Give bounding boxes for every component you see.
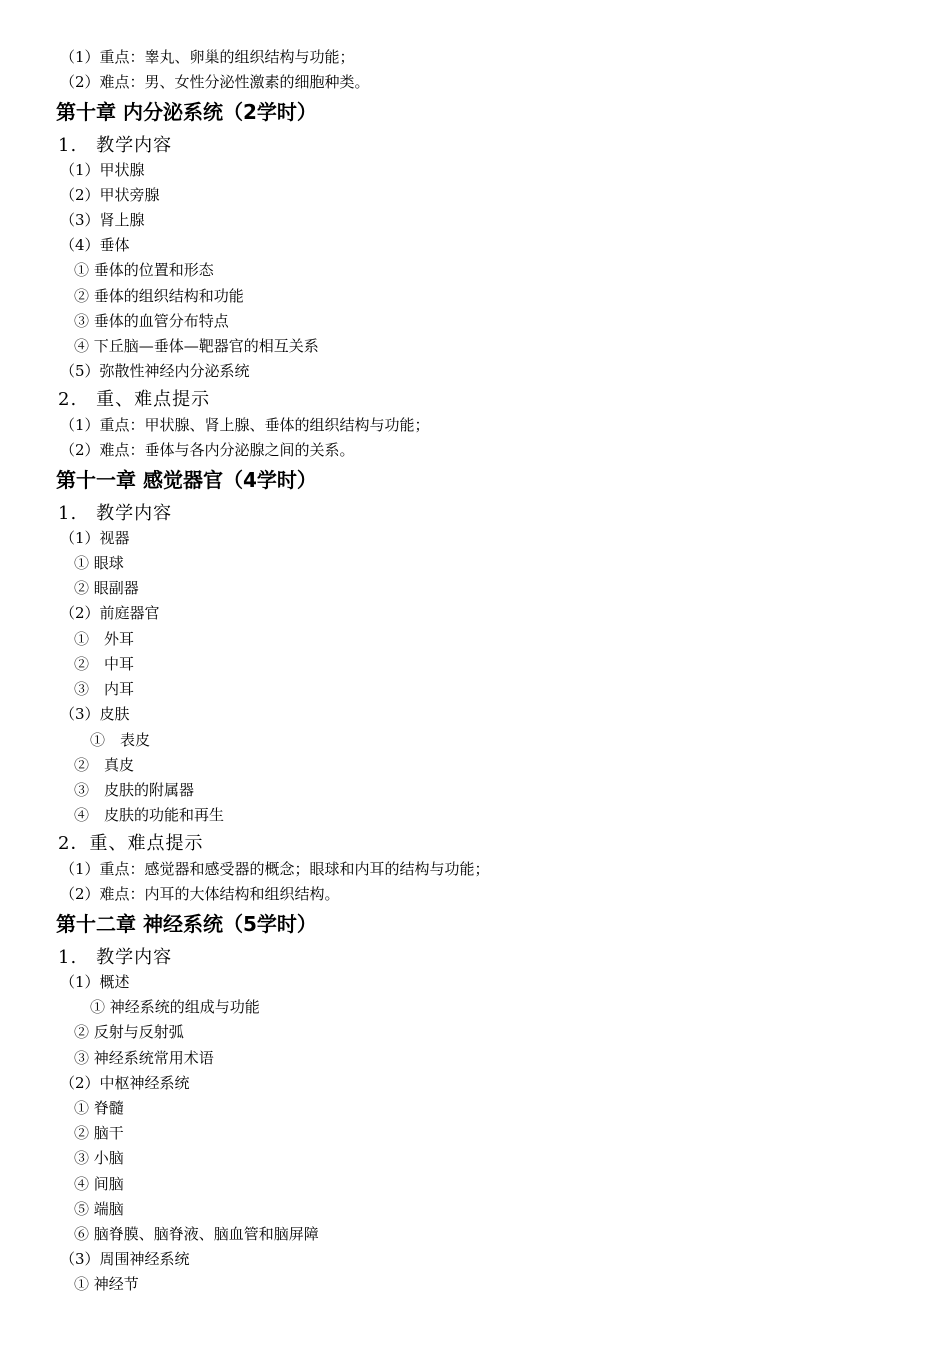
outline-item: （1）视器 [60, 529, 130, 547]
outline-item: ② 脑干 [74, 1124, 124, 1142]
outline-item: ⑥ 脑脊膜、脑脊液、脑血管和脑屏障 [74, 1225, 319, 1243]
outline-item: （1）重点：睾丸、卵巢的组织结构与功能； [60, 48, 355, 66]
outline-item: （3）肾上腺 [60, 211, 145, 229]
outline-item: （5）弥散性神经内分泌系统 [60, 362, 250, 380]
outline-item: ③ 内耳 [74, 680, 135, 698]
chapter-heading: 第十二章 神经系统（5学时） [56, 912, 317, 936]
outline-item: ② 反射与反射弧 [74, 1023, 184, 1041]
chapter-heading: 第十一章 感觉器官（4学时） [56, 468, 317, 492]
outline-item: （4）垂体 [60, 236, 130, 254]
section-heading: 1. 教学内容 [58, 135, 173, 156]
outline-item: ③ 皮肤的附属器 [74, 781, 195, 799]
outline-item: （2）难点：垂体与各内分泌腺之间的关系。 [60, 441, 355, 459]
outline-item: ③ 神经系统常用术语 [74, 1049, 214, 1067]
outline-item: （2）难点：内耳的大体结构和组织结构。 [60, 885, 340, 903]
outline-item: （3）周围神经系统 [60, 1250, 190, 1268]
outline-item: ③ 小脑 [74, 1149, 124, 1167]
outline-item: （1）重点：甲状腺、肾上腺、垂体的组织结构与功能； [60, 416, 430, 434]
outline-item: ① 表皮 [90, 731, 151, 749]
outline-item: （2）难点：男、女性分泌性激素的细胞种类。 [60, 73, 370, 91]
outline-item: ② 中耳 [74, 655, 135, 673]
outline-item: ① 垂体的位置和形态 [74, 261, 214, 279]
outline-item: ① 神经节 [74, 1275, 139, 1293]
outline-item: ② 眼副器 [74, 579, 139, 597]
outline-item: ① 神经系统的组成与功能 [90, 998, 260, 1016]
outline-item: （1）甲状腺 [60, 161, 145, 179]
outline-item: （2）前庭器官 [60, 604, 160, 622]
outline-item: ① 外耳 [74, 630, 135, 648]
outline-item: ① 脊髓 [74, 1099, 124, 1117]
outline-item: ③ 垂体的血管分布特点 [74, 312, 229, 330]
outline-item: （1）概述 [60, 973, 130, 991]
outline-item: （2）中枢神经系统 [60, 1074, 190, 1092]
chapter-heading: 第十章 内分泌系统（2学时） [56, 100, 317, 124]
section-heading: 2．重、难点提示 [58, 833, 204, 854]
outline-item: （1）重点：感觉器和感受器的概念；眼球和内耳的结构与功能； [60, 860, 490, 878]
outline-item: （3）皮肤 [60, 705, 130, 723]
outline-item: ⑤ 端脑 [74, 1200, 124, 1218]
outline-item: ④ 间脑 [74, 1175, 124, 1193]
section-heading: 2. 重、难点提示 [58, 389, 211, 410]
outline-item: ① 眼球 [74, 554, 124, 572]
outline-item: ② 真皮 [74, 756, 135, 774]
section-heading: 1. 教学内容 [58, 503, 173, 524]
outline-item: （2）甲状旁腺 [60, 186, 160, 204]
outline-item: ② 垂体的组织结构和功能 [74, 287, 244, 305]
outline-item: ④ 下丘脑—垂体—靶器官的相互关系 [74, 337, 319, 355]
outline-item: ④ 皮肤的功能和再生 [74, 806, 225, 824]
section-heading: 1. 教学内容 [58, 947, 173, 968]
